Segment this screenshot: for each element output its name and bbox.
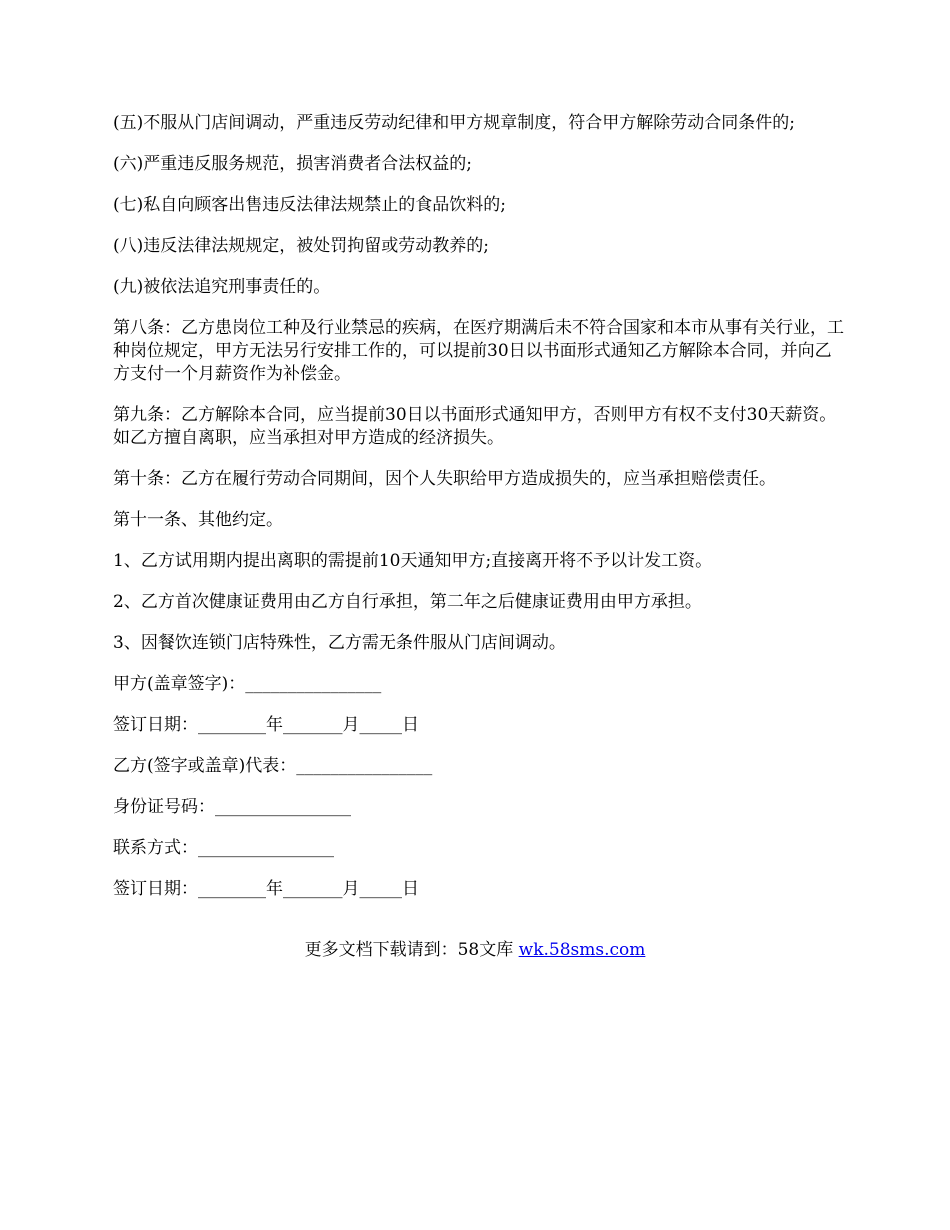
clause-8: (八)违反法律法规规定，被处罚拘留或劳动教养的; bbox=[113, 236, 489, 256]
id-number-line: 身份证号码：________________ bbox=[113, 797, 351, 817]
clause-9: (九)被依法追究刑事责任的。 bbox=[113, 277, 331, 297]
party-a-sign-date: 签订日期：________年_______月_____日 bbox=[113, 715, 419, 735]
article-10: 第十条：乙方在履行劳动合同期间，因个人失职给甲方造成损失的，应当承担赔偿责任。 bbox=[113, 469, 776, 489]
footer-prefix: 更多文档下载请到：58文库 bbox=[304, 940, 514, 960]
other-term-1: 1、乙方试用期内提出离职的需提前10天通知甲方;直接离开将不予以计发工资。 bbox=[113, 551, 713, 571]
party-b-sign-date: 签订日期：________年_______月_____日 bbox=[113, 879, 419, 899]
article-11-heading: 第十一条、其他约定。 bbox=[113, 510, 283, 530]
party-b-signature-line: 乙方(签字或盖章)代表：________________ bbox=[113, 756, 433, 776]
download-footer bbox=[0, 939, 950, 962]
article-8: 第八条：乙方患岗位工种及行业禁忌的疾病，在医疗期满后未不符合国家和本市从事有关行业，工种岗位规定，甲方无法另行安排工作的，可以提前30日以书面形式通知乙方解除本合同，并向乙方支付一个月薪资作为补偿金。 bbox=[113, 318, 844, 384]
article-9: 第九条：乙方解除本合同，应当提前30日以书面形式通知甲方，否则甲方有权不支付30天薪资。如乙方擅自离职，应当承担对甲方造成的经济损失。 bbox=[113, 405, 837, 448]
clause-7: (七)私自向顾客出售违反法律法规禁止的食品饮料的; bbox=[113, 195, 506, 215]
clause-6: (六)严重违反服务规范，损害消费者合法权益的; bbox=[113, 154, 472, 174]
contact-line: 联系方式：________________ bbox=[113, 838, 334, 858]
document-body bbox=[113, 112, 845, 919]
other-term-3: 3、因餐饮连锁门店特殊性，乙方需无条件服从门店间调动。 bbox=[113, 633, 566, 653]
other-term-2: 2、乙方首次健康证费用由乙方自行承担，第二年之后健康证费用由甲方承担。 bbox=[113, 592, 702, 612]
footer-link[interactable]: wk.58sms.com bbox=[518, 940, 646, 960]
clause-5: (五)不服从门店间调动，严重违反劳动纪律和甲方规章制度，符合甲方解除劳动合同条件的; bbox=[113, 113, 795, 133]
party-a-signature-line: 甲方(盖章签字)：________________ bbox=[113, 674, 382, 694]
